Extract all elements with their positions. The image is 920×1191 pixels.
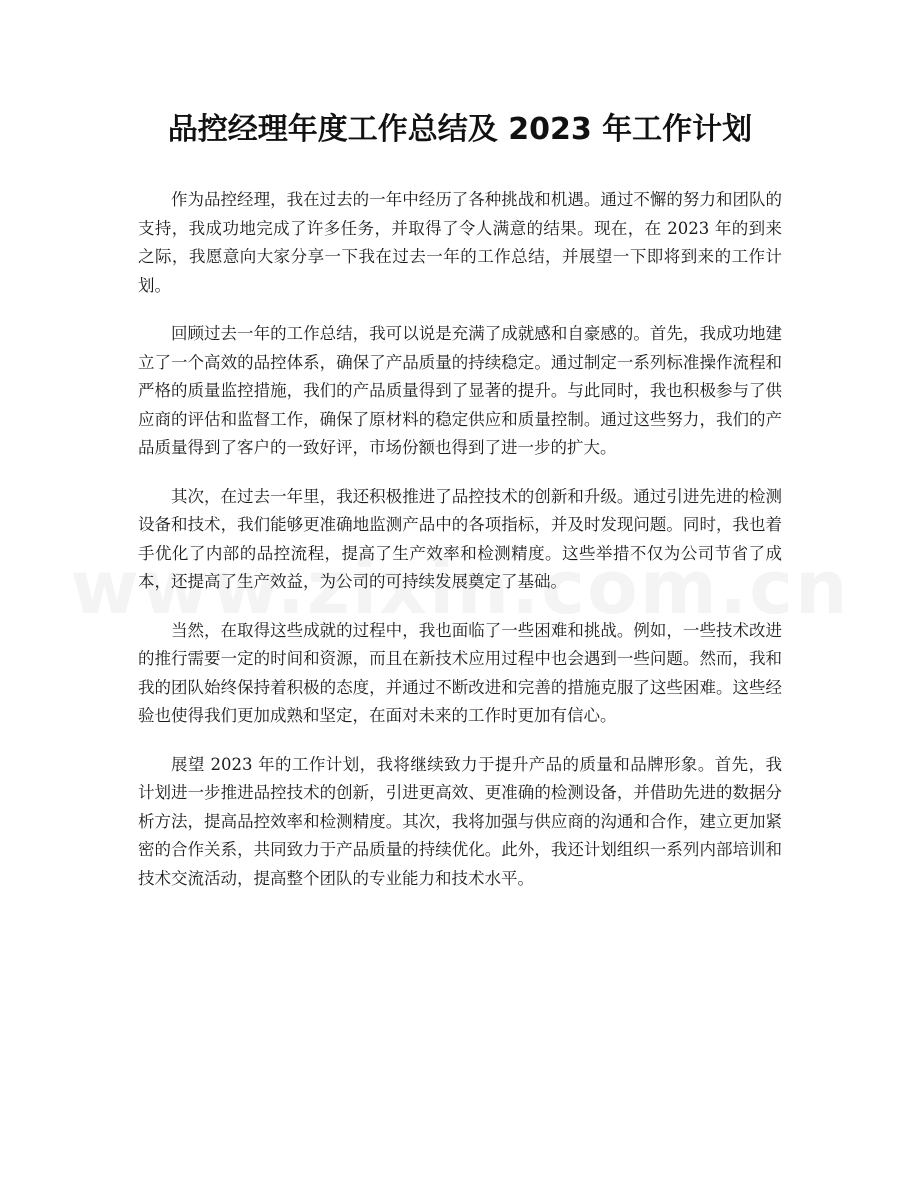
- document-title: 品控经理年度工作总结及 2023 年工作计划: [167, 112, 753, 147]
- paragraph-plan: 展望 2023 年的工作计划，我将继续致力于提升产品的质量和品牌形象。首先，我计划进一步推进品控技术的创新，引进更高效、更准确的检测设备，并借助先进的数据分析方法，提高品控效率和检测精度。其次，我将加强与供应商的沟通和合作，建立更加紧密的合作关系，共同致力于产品质量的持续优化。此外，我还计划组织一系列内部培训和技术交流活动，提高整个团队的专业能力和技术水平。: [138, 754, 782, 888]
- document-body: [138, 186, 782, 913]
- paragraph-challenges: 当然，在取得这些成就的过程中，我也面临了一些困难和挑战。例如，一些技术改进的推行需要一定的时间和资源，而且在新技术应用过程中也会遇到一些问题。然而，我和我的团队始终保持着积极的态度，并通过不断改进和完善的措施克服了这些困难。这些经验也使得我们更加成熟和坚定，在面对未来的工作时更加有信心。: [138, 620, 782, 725]
- paragraph-innovation: 其次，在过去一年里，我还积极推进了品控技术的创新和升级。通过引进先进的检测设备和技术，我们能够更准确地监测产品中的各项指标，并及时发现问题。同时，我也着手优化了内部的品控流程，提高了生产效率和检测精度。这些举措不仅为公司节省了成本，还提高了生产效益，为公司的可持续发展奠定了基础。: [138, 486, 782, 591]
- paragraph-intro: 作为品控经理，我在过去的一年中经历了各种挑战和机遇。通过不懈的努力和团队的支持，我成功地完成了许多任务，并取得了令人满意的结果。现在，在 2023 年的到来之际，我愿意向大家分享一下我在过去一年的工作总结，并展望一下即将到来的工作计划。: [138, 190, 782, 295]
- paragraph-review: 回顾过去一年的工作总结，我可以说是充满了成就感和自豪感的。首先，我成功地建立了一个高效的品控体系，确保了产品质量的持续稳定。通过制定一系列标准操作流程和严格的质量监控措施，我们的产品质量得到了显著的提升。与此同时，我也积极参与了供应商的评估和监督工作，确保了原材料的稳定供应和质量控制。通过这些努力，我们的产品质量得到了客户的一致好评，市场份额也得到了进一步的扩大。: [138, 324, 782, 457]
